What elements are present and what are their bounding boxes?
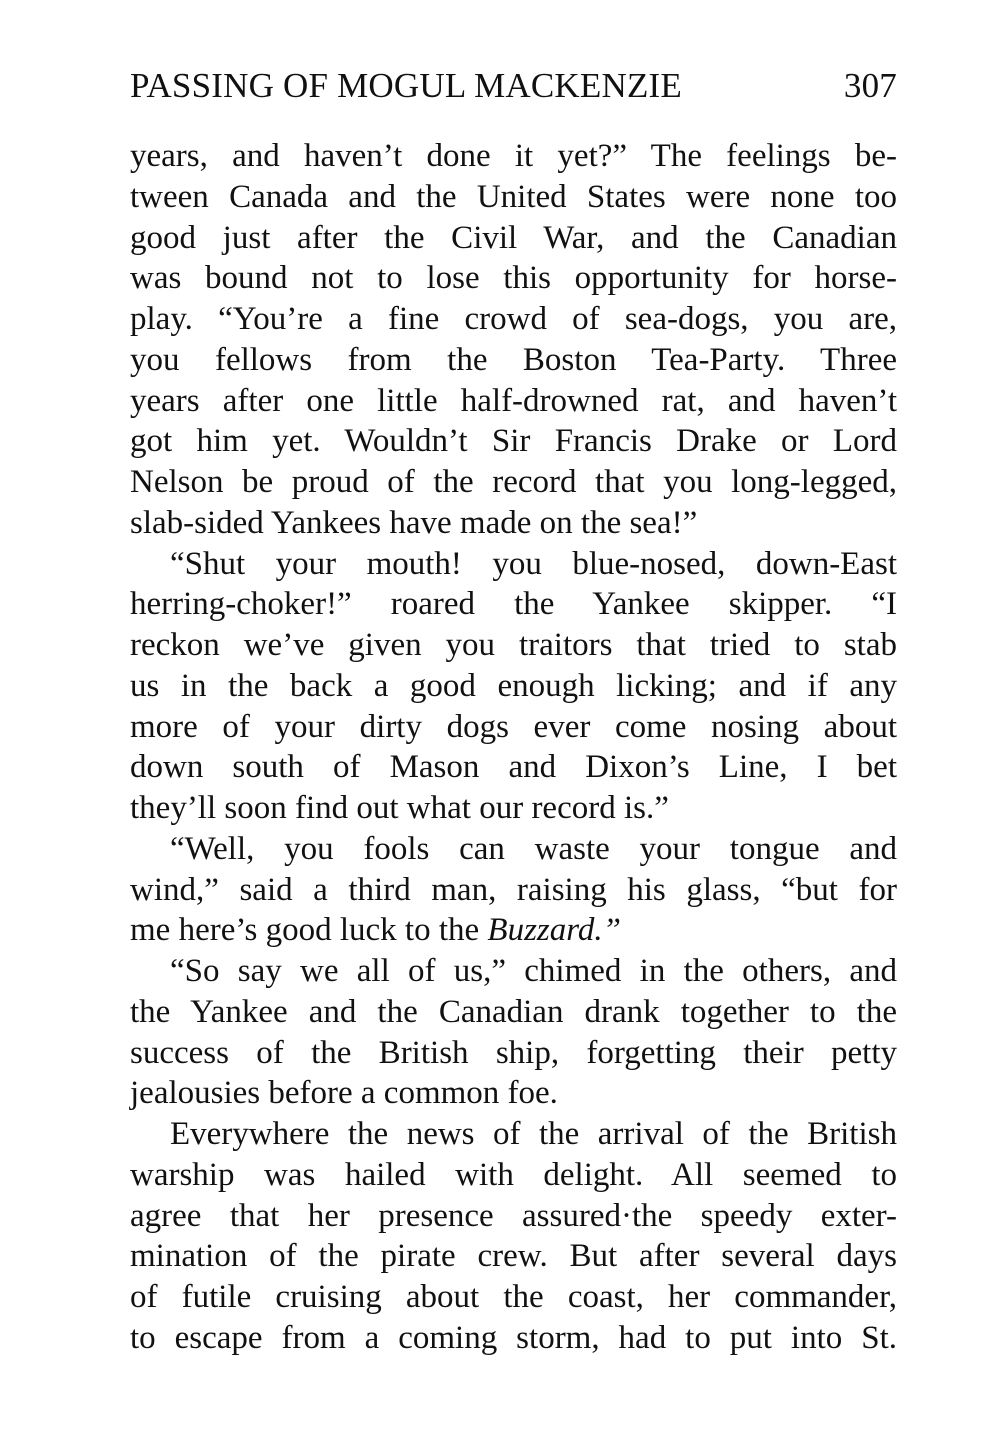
text-line: more of your dirty dogs ever come nosing about — [130, 708, 897, 745]
text-line: play. “You’re a fine crowd of sea-dogs, you are, — [130, 301, 897, 337]
ship-name-italic: Buzzard.” — [487, 912, 621, 949]
text-line: years after one little half-drowned rat, and haven’t — [130, 382, 897, 419]
text-line: down south of Mason and Dixon’s Line, I bet — [130, 749, 897, 786]
text-line: reckon we’ve given you traitors that tried to stab — [130, 627, 897, 663]
text-line — [130, 910, 897, 951]
text-segment: me here’s good luck to the — [130, 912, 480, 949]
text-line: to escape from a coming storm, had to put into St. — [130, 1319, 897, 1356]
text-line: the Yankee and the Canadian drank together to the — [130, 993, 897, 1030]
text-line: was bound not to lose this opportunity for horse- — [130, 260, 897, 297]
text-line: wind,” said a third man, raising his glass, “but for — [130, 871, 897, 908]
text-line: “So say we all of us,” chimed in the others, and — [170, 953, 897, 989]
running-title: PASSING OF MOGUL MACKENZIE — [130, 66, 682, 105]
text-line: slab-sided Yankees have made on the sea!” — [130, 504, 698, 541]
text-line: of futile cruising about the coast, her commander, — [130, 1279, 897, 1315]
text-line: us in the back a good enough licking; and if any — [130, 667, 897, 704]
text-line: mination of the pirate crew. But after several days — [130, 1238, 897, 1275]
text-line: warship was hailed with delight. All seemed to — [130, 1156, 897, 1193]
running-head — [130, 66, 897, 114]
text-line: you fellows from the Boston Tea-Party. Three — [130, 341, 897, 378]
text-line: good just after the Civil War, and the Canadian — [130, 219, 897, 256]
text-line: tween Canada and the United States were none too — [130, 178, 897, 215]
text-line: jealousies before a common foe. — [130, 1075, 558, 1112]
text-line: herring-choker!” roared the Yankee skipper. “I — [130, 586, 897, 623]
text-line: they’ll soon find out what our record is.” — [130, 790, 669, 826]
text-line: “Well, you fools can waste your tongue and — [170, 830, 897, 867]
text-line: Nelson be proud of the record that you long-legged, — [130, 464, 897, 500]
body-text — [130, 136, 897, 1359]
text-line: “Shut your mouth! you blue-nosed, down-East — [170, 545, 897, 582]
text-line: agree that her presence assured·the speedy exter- — [130, 1197, 897, 1234]
page-number: 307 — [843, 66, 897, 105]
text-line: success of the British ship, forgetting their petty — [130, 1034, 897, 1071]
text-line: years, and haven’t done it yet?” The feelings be- — [130, 138, 897, 174]
text-line: got him yet. Wouldn’t Sir Francis Drake or Lord — [130, 423, 897, 460]
text-line: Everywhere the news of the arrival of the British — [170, 1116, 897, 1152]
